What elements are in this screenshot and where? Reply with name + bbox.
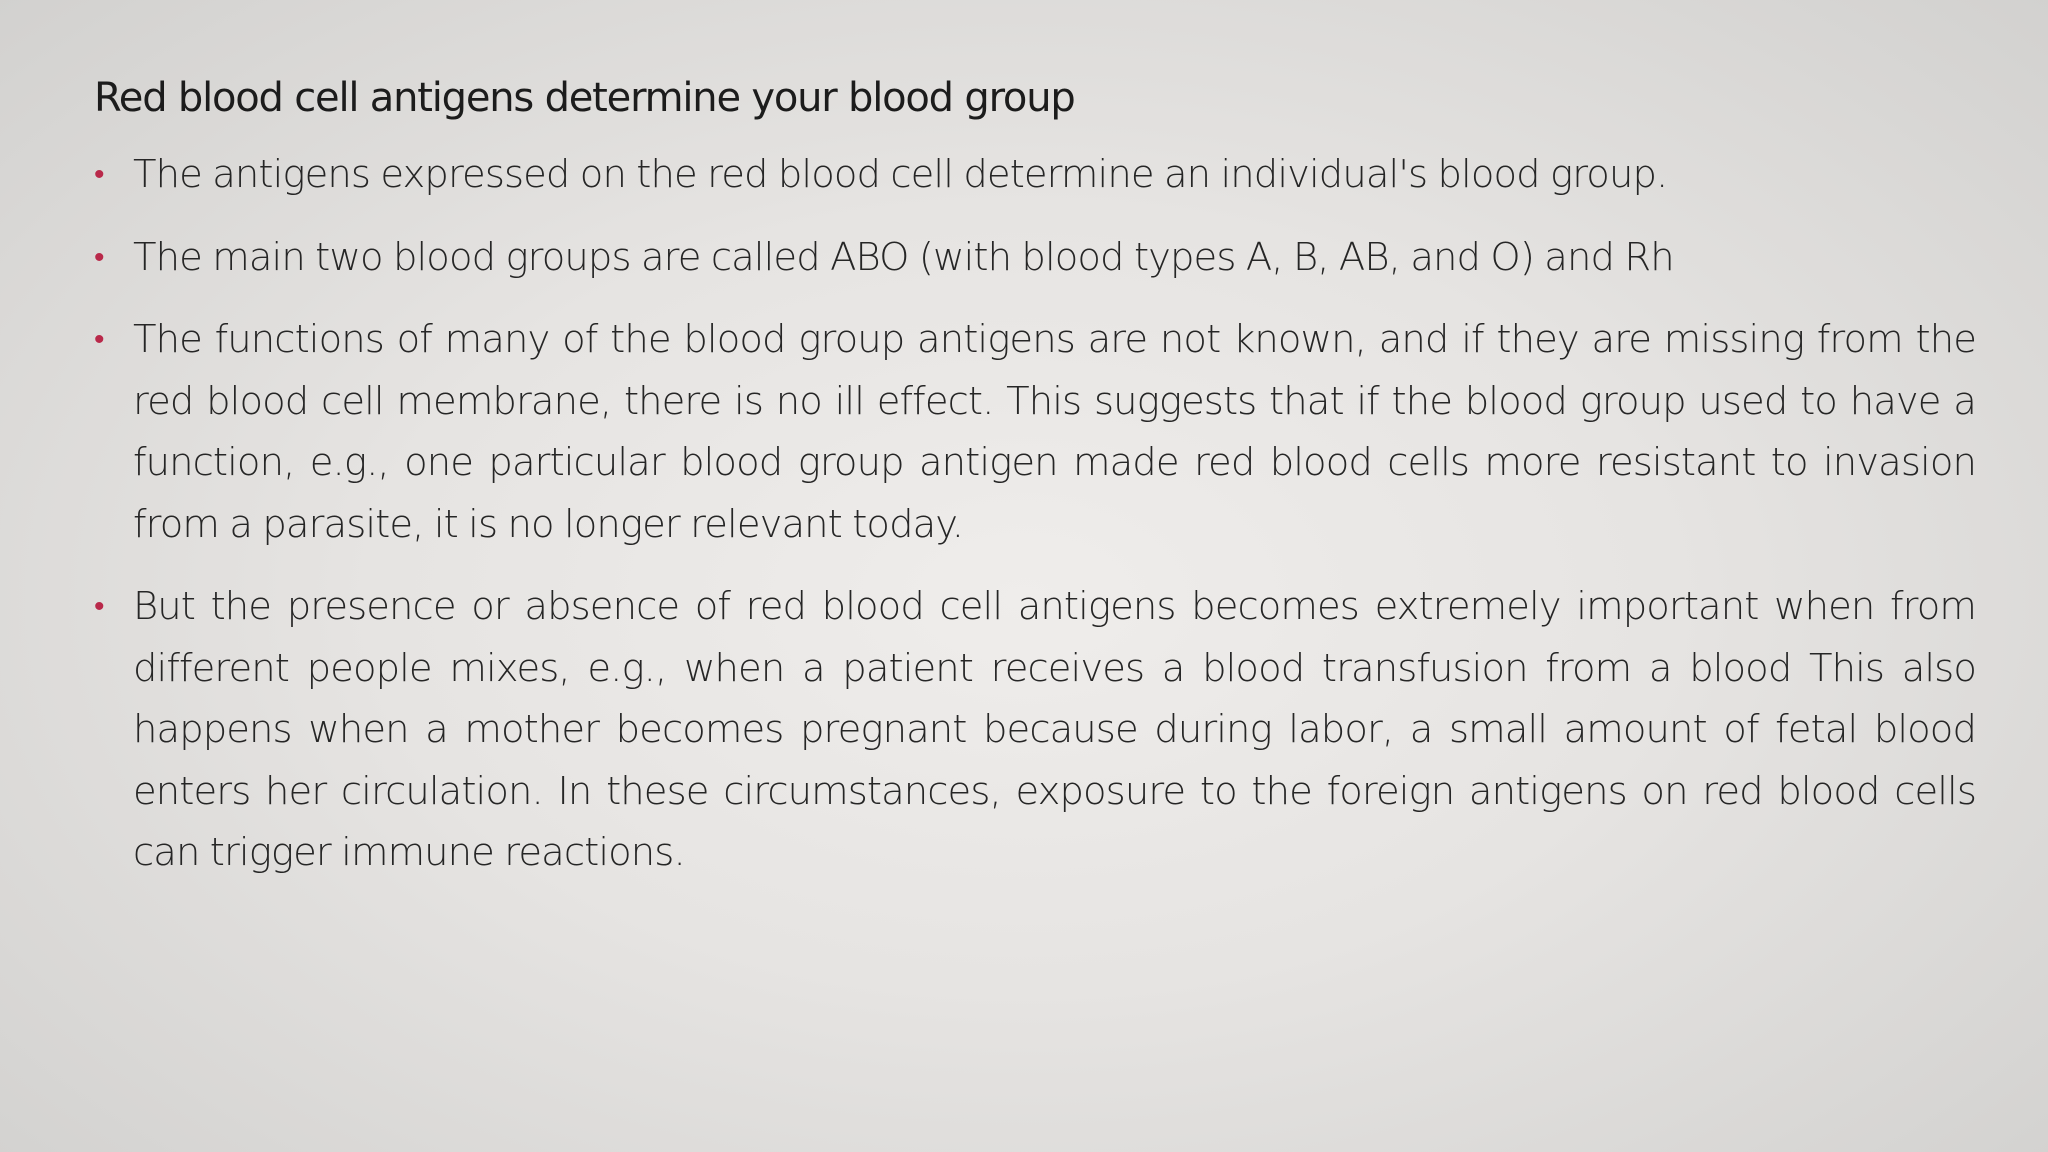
bullet-text: The antigens expressed on the red blood cell determine an individual's blood group.: [133, 152, 1668, 197]
bullet-icon: •: [94, 322, 104, 357]
bullet-text: But the presence or absence of red blood cell antigens becomes extremely important when from different people mixes, e.g., when a patient receives a blood transfusion from a blood This also happens when a mother becomes pregnant because during labor, a small amount of fetal blood enters her circulation. In these circumstances, exposure to the foreign antigens on red blood cells can trigger immune reactions.: [133, 584, 1976, 875]
bullet-icon: •: [94, 239, 104, 275]
list-item: [94, 144, 1976, 206]
list-item: [94, 576, 1976, 884]
bullet-text: The functions of many of the blood group antigens are not known, and if they are missing from the red blood cell membrane, there is no ill effect. This suggests that if the blood group used to have a function, e.g., one particular blood group antigen made red blood cells more resistant to invasion from a parasite, it is no longer relevant today.: [133, 317, 1976, 547]
slide-title: Red blood cell antigens determine your blood group: [94, 75, 1075, 121]
list-item: [94, 309, 1976, 555]
bullet-list: [94, 144, 1976, 905]
bullet-icon: •: [94, 157, 104, 192]
bullet-text: The main two blood groups are called ABO (with blood types A, B, AB, and O) and Rh: [133, 234, 1674, 280]
list-item: [94, 227, 1976, 289]
bullet-icon: •: [94, 589, 104, 624]
